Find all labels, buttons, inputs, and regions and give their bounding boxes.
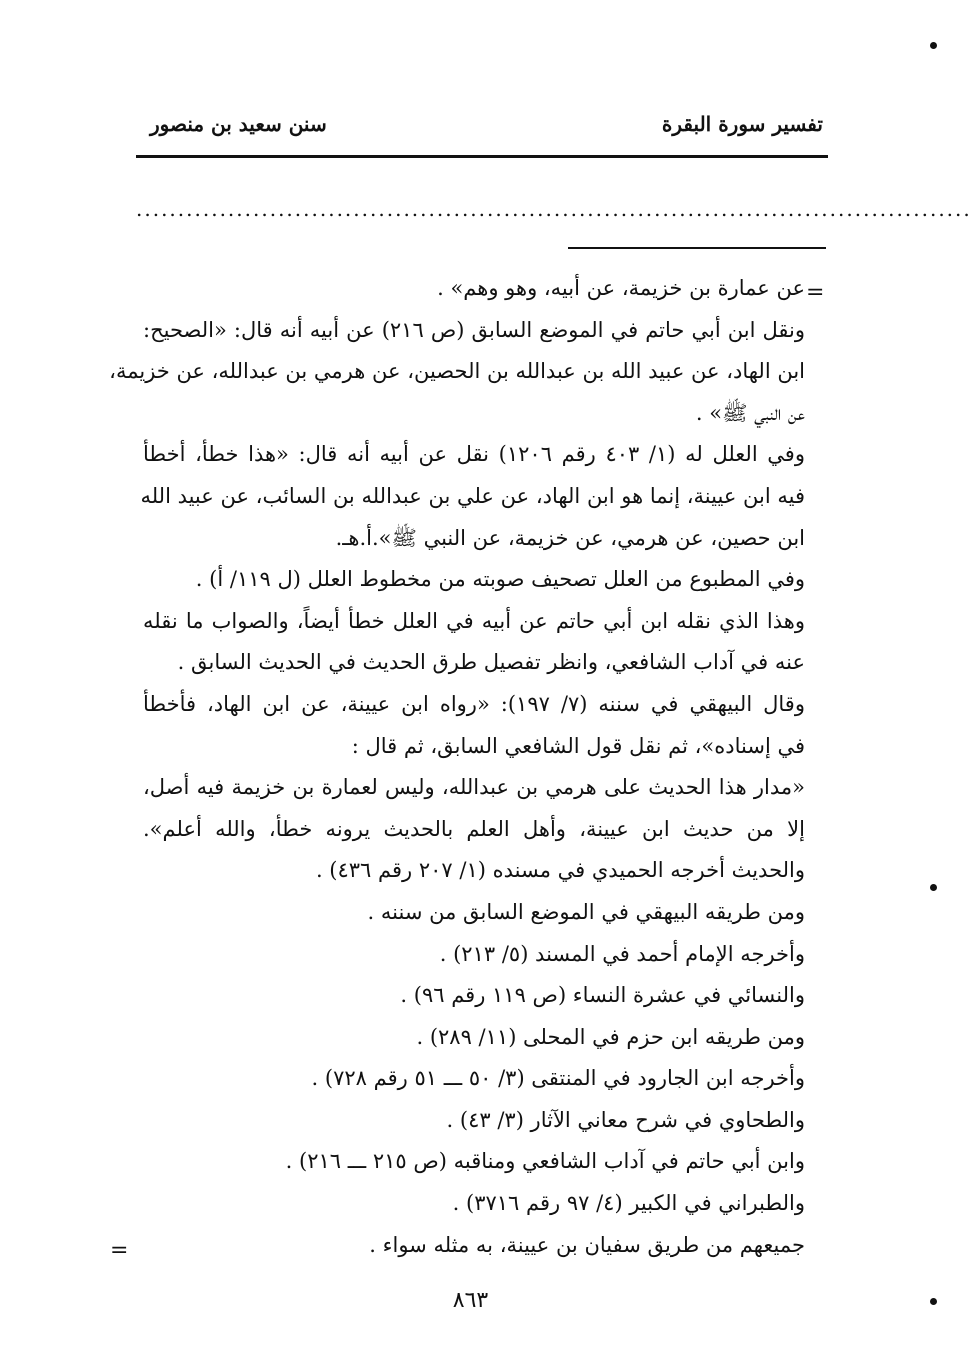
text-line: وابن أبي حاتم في آداب الشافعي ومناقبه (ص ٢١٥ ـــ ٢١٦) . bbox=[285, 1149, 805, 1174]
text-line: وأخرجه ابن الجارود في المنتقى (٣/ ٥٠ ـــ ٥١ رقم ٧٢٨) . bbox=[311, 1066, 805, 1091]
text-line: ومن طريقه ابن حزم في المحلى (١١/ ٢٨٩) . bbox=[416, 1024, 805, 1049]
text-line: والحديث أخرجه الحميدي في مسنده (١/ ٢٠٧ رقم ٤٣٦) . bbox=[315, 858, 805, 883]
text-line: ابن الهاد، عن عبيد الله بن عبدالله بن الحصين، عن هرمي بن عبدالله، عن خزيمة، bbox=[109, 359, 805, 384]
running-header-surah: تفسير سورة البقرة bbox=[661, 112, 823, 136]
text-line: وهذا الذي نقله ابن أبي حاتم عن أبيه في العلل خطأ أيضاً، والصواب ما نقله bbox=[143, 608, 805, 633]
text-line: إلا من حديث ابن عيينة، وأهل العلم بالحديث يرونه خطأ، والله أعلم». bbox=[143, 816, 805, 841]
header-rule bbox=[136, 155, 828, 158]
text-line: عنه في آداب الشافعي، وانظر تفصيل طرق الحديث في الحديث السابق . bbox=[177, 650, 805, 675]
text-line: وأخرجه الإمام أحمد في المسند (٥/ ٢١٣) . bbox=[439, 941, 805, 966]
page-number: ٨٦٣ bbox=[452, 1288, 489, 1313]
text-line: ومن طريقه البيهقي في الموضع السابق من سننه . bbox=[367, 899, 805, 924]
text-line: فيه ابن عيينة، إنما هو ابن الهاد، عن علي بن عبدالله بن السائب، عن عبيد الله bbox=[140, 483, 805, 508]
text-line: «مدار هذا الحديث على هرمي بن عبدالله، وليس لعمارة بن خزيمة فيه أصل، bbox=[143, 775, 805, 800]
text-line: وفي المطبوع من العلل تصحيف صوبته من مخطوط العلل (ل ١١٩/ أ) . bbox=[195, 567, 805, 592]
text-line: جميعهم من طريق سفيان بن عيينة، به مثله سواء . bbox=[369, 1232, 805, 1257]
continuation-marker-top: = bbox=[806, 280, 825, 305]
footnote-rule bbox=[568, 247, 826, 249]
footnote-body bbox=[109, 268, 806, 1266]
text-line: والطبراني في الكبير (٤/ ٩٧ رقم ٣٧١٦) . bbox=[452, 1191, 805, 1216]
text-line: في إسناده»، ثم نقل قول الشافعي السابق، ثم قال : bbox=[351, 733, 805, 758]
text-line: والنسائي في عشرة النساء (ص ١١٩ رقم ٩٦) . bbox=[400, 983, 805, 1008]
text-line: ابن حصين، عن هرمي، عن خزيمة، عن النبي ﷺ».أ.هـ. bbox=[335, 525, 805, 550]
text-line: ونقل ابن أبي حاتم في الموضع السابق (ص ٢١٦) عن أبيه أنه قال: «الصحيح: bbox=[143, 317, 806, 342]
text-line: وفي العلل له (١/ ٤٠٣ رقم ١٢٠٦) نقل عن أبيه أنه قال: «هذا خطأ، أخطأ bbox=[143, 442, 805, 467]
text-line: عن عمارة بن خزيمة، عن أبيه، وهو وهم» . bbox=[437, 276, 805, 300]
text-line: عن النبي ﷺ» . bbox=[695, 400, 805, 425]
binding-dot bbox=[930, 884, 937, 891]
binding-dot bbox=[930, 42, 937, 49]
continuation-marker-bottom: = bbox=[110, 1238, 129, 1263]
dotted-separator: .................................................................................................... bbox=[136, 197, 972, 221]
running-header-book: سنن سعيد بن منصور bbox=[150, 112, 327, 136]
text-line: وقال البيهقي في سننه (٧/ ١٩٧): «رواه ابن عيينة، عن ابن الهاد، فأخطأ bbox=[143, 691, 805, 716]
text-line: والطحاوي في شرح معاني الآثار (٣/ ٤٣) . bbox=[446, 1107, 805, 1132]
